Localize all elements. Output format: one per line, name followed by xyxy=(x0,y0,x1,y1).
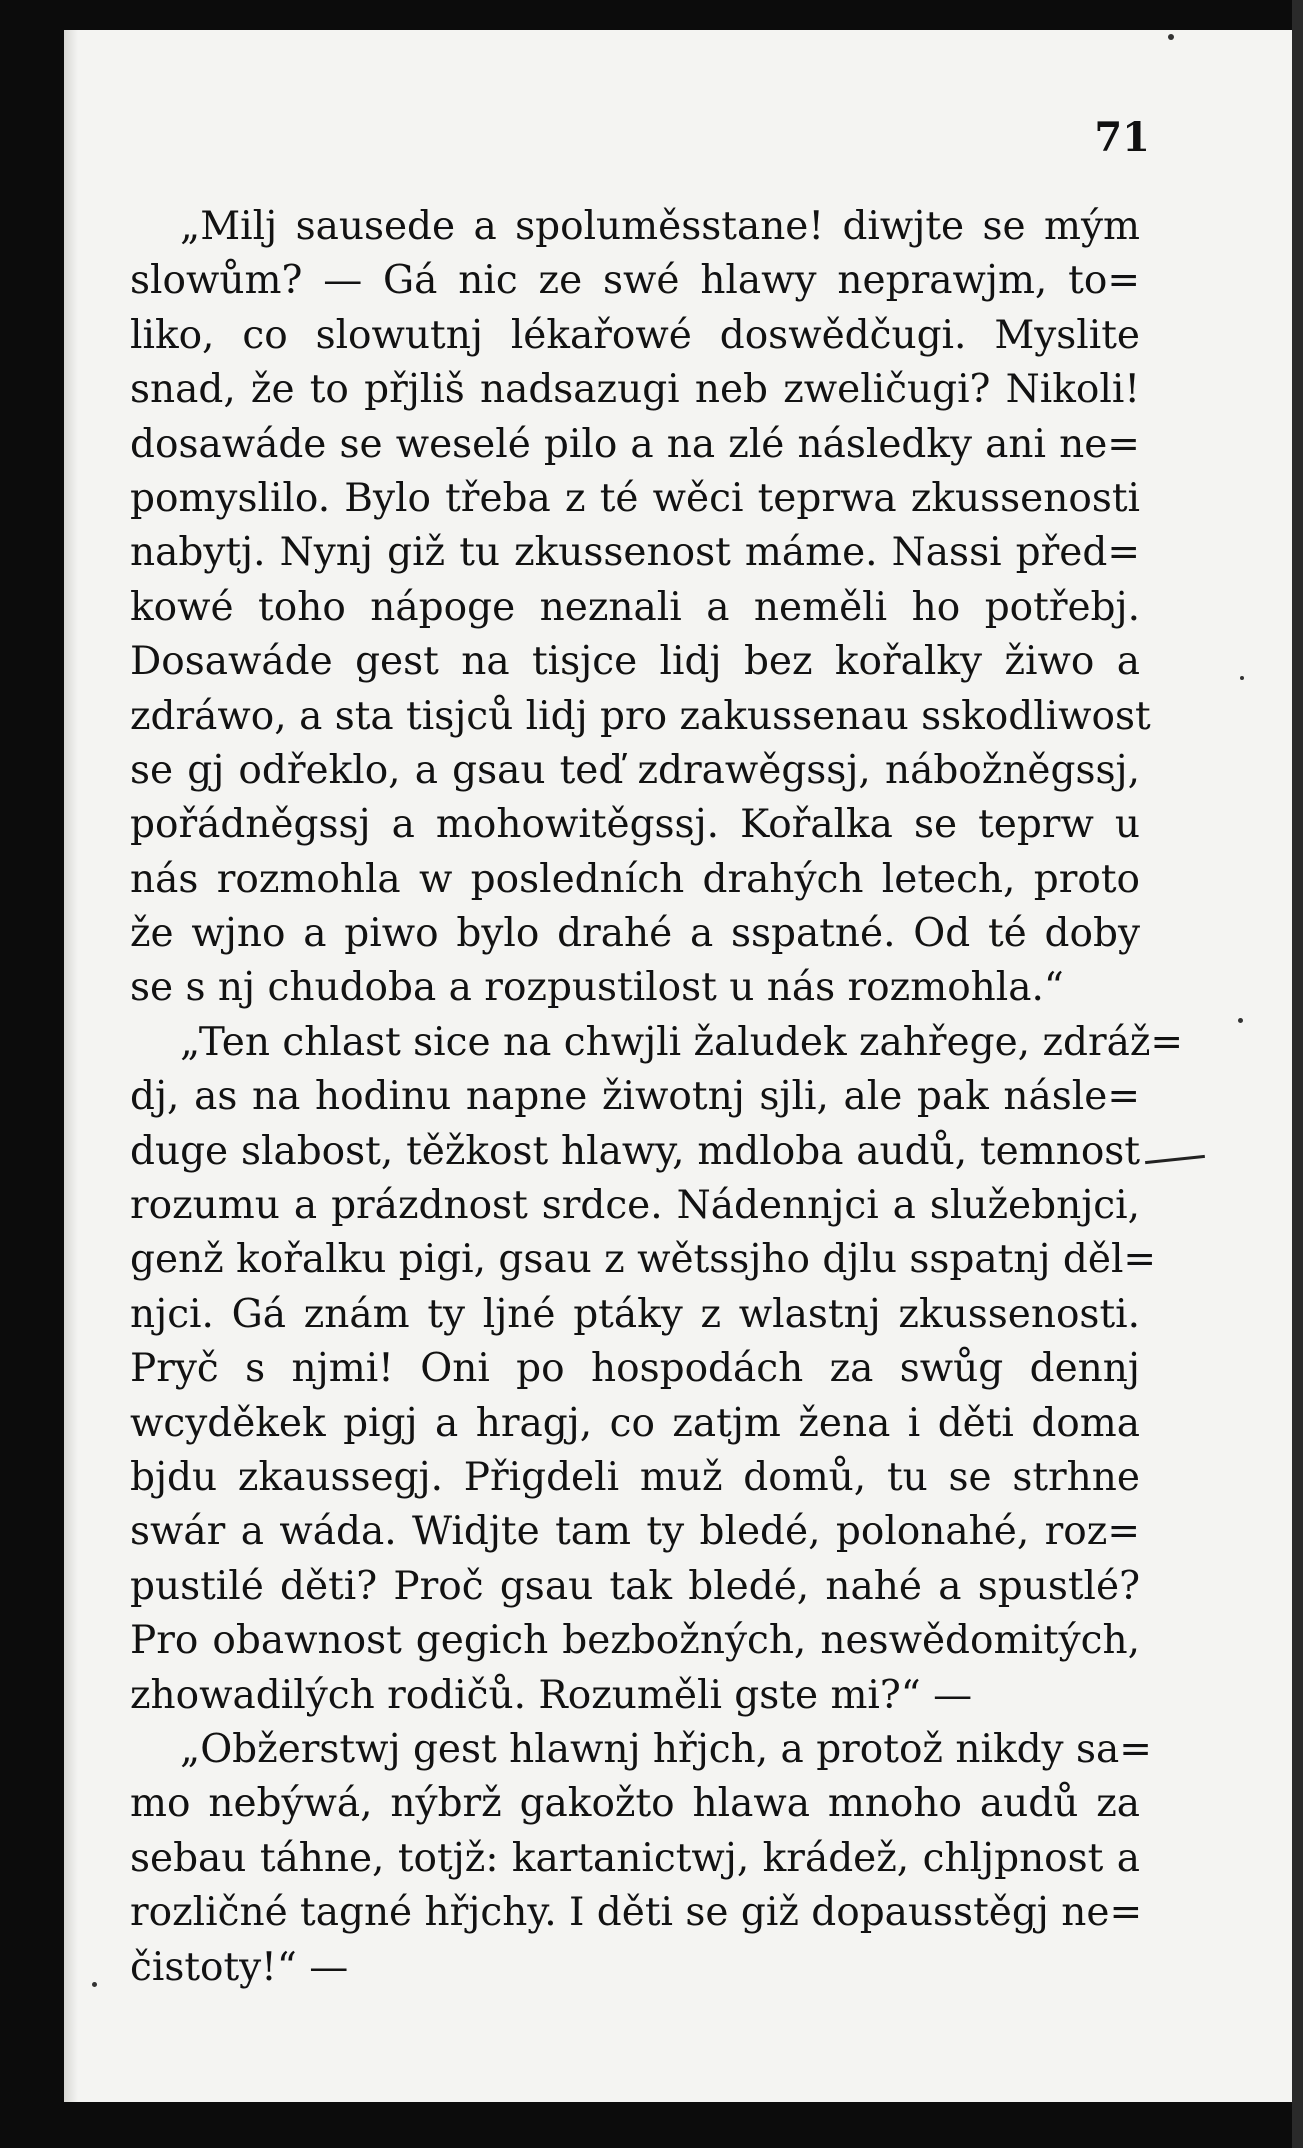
scan-border-top xyxy=(0,0,1303,30)
speck xyxy=(1240,676,1244,680)
text-line: kowé toho nápoge neznali a neměli ho potřebj. xyxy=(130,584,1140,630)
scan-border-right xyxy=(1292,0,1303,2148)
text-line: dosawáde se weselé pilo a na zlé následky ani ne= xyxy=(130,421,1140,467)
text-line: Pro obawnost gegich bezbožných, neswědomitých, xyxy=(130,1618,1140,1664)
text-line: pomyslilo. Bylo třeba z té wěci teprwa zkussenosti xyxy=(130,475,1140,521)
text-line: snad, že to přjliš nadsazugi neb zweličugi? Nikoli! xyxy=(130,367,1140,413)
speck xyxy=(1238,1018,1243,1023)
text-line: njci. Gá znám ty ljné ptáky z wlastnj zkussenosti. xyxy=(130,1291,1140,1337)
text-line: bjdu zkaussegj. Přigdeli muž domů, tu se strhne xyxy=(130,1454,1140,1500)
text-line: dj, as na hodinu napne žiwotnj sjli, ale pak násle= xyxy=(130,1074,1140,1120)
text-line: rozumu a prázdnost srdce. Nádennjci a služebnjci, xyxy=(130,1183,1140,1229)
scan-border-bottom xyxy=(0,2102,1303,2148)
text-line: že wjno a piwo bylo drahé a sspatné. Od té doby xyxy=(130,911,1140,957)
text-line: Pryč s njmi! Oni po hospodách za swůg dennj xyxy=(130,1346,1140,1392)
page-gutter-shadow xyxy=(64,30,78,2102)
text-line: čistoty!“ — xyxy=(130,1944,349,1990)
text-line: pořádněgssj a mohowitěgssj. Kořalka se teprw u xyxy=(130,802,1140,848)
text-line: se gj odřeklo, a gsau teď zdrawěgssj, nábožněgssj, xyxy=(130,747,1140,793)
text-line: swár a wáda. Widjte tam ty bledé, polonahé, roz= xyxy=(130,1509,1140,1555)
speck xyxy=(1168,34,1174,40)
text-line: zdráwo, a sta tisjců lidj pro zakussenau sskodliwost xyxy=(130,693,1151,739)
text-line: liko, co slowutnj lékařowé doswědčugi. Myslite xyxy=(130,312,1140,358)
scan-border-left xyxy=(0,0,64,2148)
text-line: slowům? — Gá nic ze swé hlawy neprawjm, to= xyxy=(130,258,1140,304)
body-text xyxy=(130,200,1184,1995)
text-line: „Obžerstwj gest hlawnj hřjch, a protož nikdy sa= xyxy=(180,1726,1152,1772)
book-page xyxy=(120,100,1184,2060)
text-line: „Milj sausede a spoluměsstane! diwjte se mým xyxy=(180,204,1140,249)
text-line: pustilé děti? Proč gsau tak bledé, nahé a spustlé? xyxy=(130,1563,1140,1609)
text-line: mo nebýwá, nýbrž gakožto hlawa mnoho audů za xyxy=(130,1781,1140,1827)
text-line: Dosawáde gest na tisjce lidj bez kořalky žiwo a xyxy=(130,639,1140,685)
text-line: nabytj. Nynj giž tu zkussenost máme. Nassi před= xyxy=(130,530,1140,576)
text-line: genž kořalku pigi, gsau z wětssjho djlu sspatnj děl= xyxy=(130,1237,1157,1283)
text-line: sebau táhne, totjž: kartanictwj, krádež, chljpnost a xyxy=(130,1835,1140,1881)
text-line: „Ten chlast sice na chwjli žaludek zahřege, zdráž= xyxy=(180,1019,1184,1065)
text-line: se s nj chudoba a rozpustilost u nás rozmohla.“ xyxy=(130,965,1064,1011)
text-line: zhowadilých rodičů. Rozuměli gste mi?“ — xyxy=(130,1672,973,1718)
text-line: duge slabost, těžkost hlawy, mdloba audů, temnost xyxy=(130,1128,1140,1174)
speck xyxy=(92,1982,97,1987)
text-line: wcyděkek pigj a hragj, co zatjm žena i děti doma xyxy=(130,1400,1140,1446)
text-line: rozličné tagné hřjchy. I děti se giž dopausstěgj ne= xyxy=(130,1890,1143,1936)
page-number: 71 xyxy=(1094,114,1150,161)
text-line: nás rozmohla w posledních drahých letech, proto xyxy=(130,856,1140,902)
